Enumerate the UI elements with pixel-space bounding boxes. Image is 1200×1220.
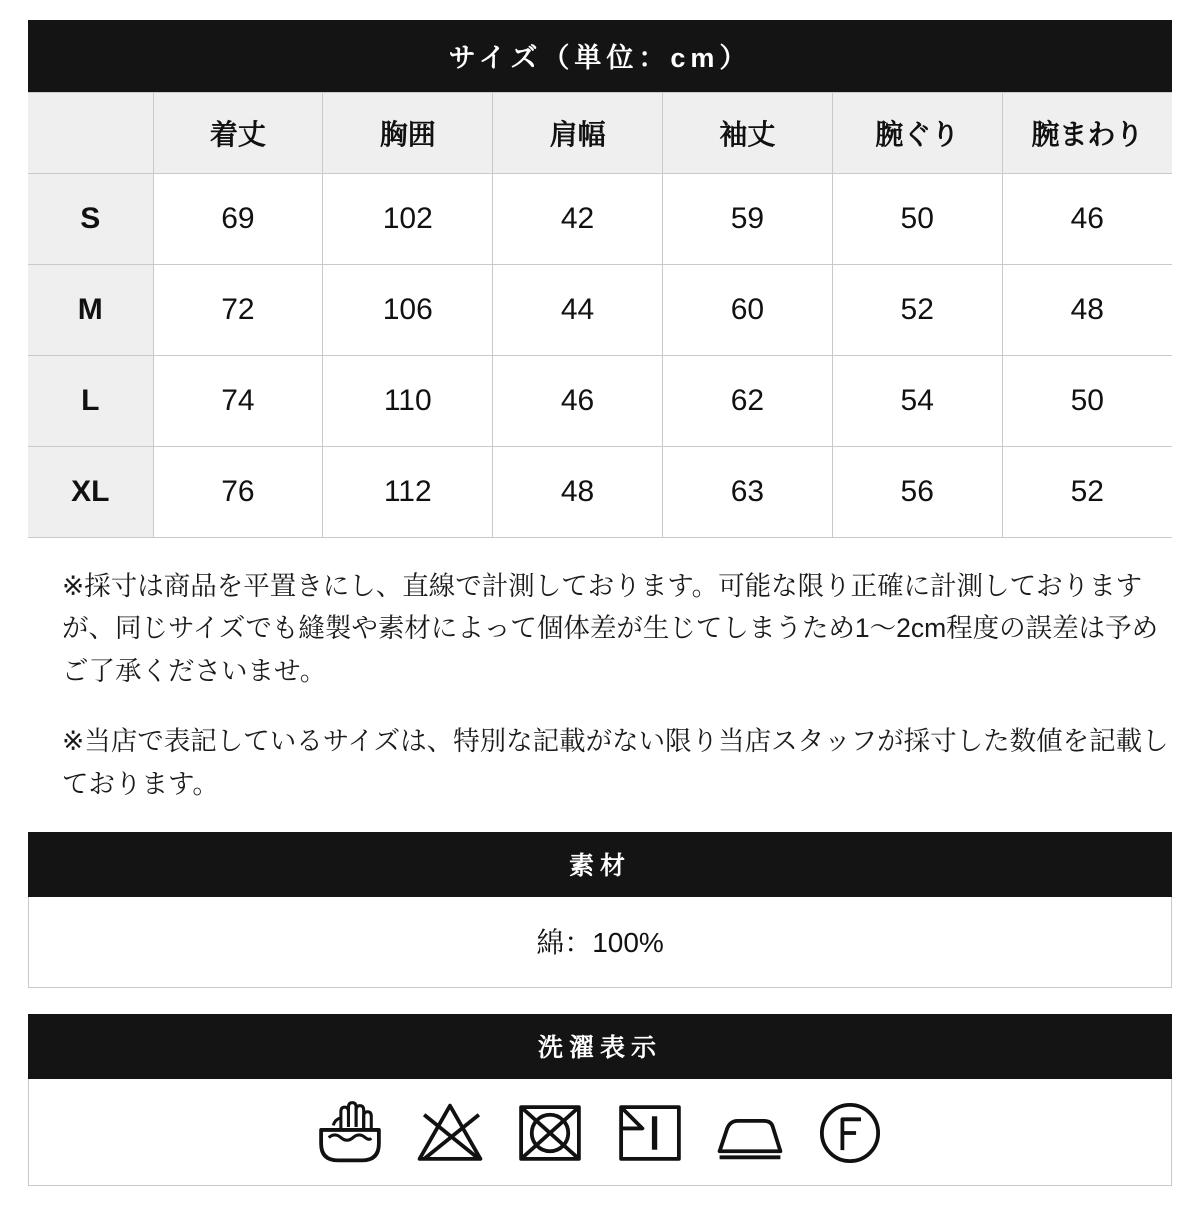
row-header-size: S [28,174,153,265]
note-staff-measurement: ※当店で表記しているサイズは、特別な記載がない限り当店スタッフが採寸した数値を記載しております。 [62,725,1169,799]
material-section [28,832,1172,988]
table-header-cell: 肩幅 [493,93,663,174]
no-bleach-icon [412,1095,488,1171]
table-cell: 110 [323,356,493,447]
table-cell: 46 [1002,174,1172,265]
table-cell: 46 [493,356,663,447]
table-cell: 52 [832,265,1002,356]
table-cell: 59 [662,174,832,265]
material-section-header: 素材 [28,832,1172,897]
table-cell: 63 [662,447,832,538]
iron-icon [712,1095,788,1171]
table-header-cell: 袖丈 [662,93,832,174]
wash-icon-row [29,1095,1171,1171]
table-header-row [28,93,1172,174]
table-cell: 62 [662,356,832,447]
size-table [28,92,1172,538]
wash-section-header: 洗濯表示 [28,1014,1172,1079]
table-header-cell: 着丈 [153,93,323,174]
size-section-header: サイズ（単位：cm） [28,20,1172,92]
table-cell: 76 [153,447,323,538]
dry-clean-f-icon [812,1095,888,1171]
row-header-size: L [28,356,153,447]
wash-section [28,1014,1172,1186]
wash-icon-list [28,1079,1172,1186]
table-cell: 56 [832,447,1002,538]
measurement-notes [28,565,1172,806]
table-cell: 106 [323,265,493,356]
table-cell: 72 [153,265,323,356]
table-cell: 52 [1002,447,1172,538]
table-header-cell: 胸囲 [323,93,493,174]
table-header-corner [28,93,153,174]
table-cell: 48 [1002,265,1172,356]
table-cell: 44 [493,265,663,356]
table-cell: 60 [662,265,832,356]
table-cell: 69 [153,174,323,265]
table-cell: 48 [493,447,663,538]
drip-dry-in-shade-icon [612,1095,688,1171]
table-header-cell: 腕まわり [1002,93,1172,174]
table-cell: 42 [493,174,663,265]
table-header-cell: 腕ぐり [832,93,1002,174]
table-cell: 50 [1002,356,1172,447]
table-cell: 54 [832,356,1002,447]
table-cell: 50 [832,174,1002,265]
table-row [28,356,1172,447]
size-info-page [0,20,1200,1220]
note-measurement: ※採寸は商品を平置きにし、直線で計測しております。可能な限り正確に計測しておりますが、同じサイズでも縫製や素材によって個体差が生じてしまうため1〜2cm程度の誤差は予めご了承くださいませ。 [62,570,1159,687]
row-header-size: M [28,265,153,356]
row-header-size: XL [28,447,153,538]
table-row [28,174,1172,265]
table-row [28,265,1172,356]
table-cell: 112 [323,447,493,538]
no-tumble-dry-icon [512,1095,588,1171]
table-cell: 74 [153,356,323,447]
material-value: 綿：100% [28,897,1172,988]
table-row [28,447,1172,538]
table-cell: 102 [323,174,493,265]
hand-wash-icon [312,1095,388,1171]
